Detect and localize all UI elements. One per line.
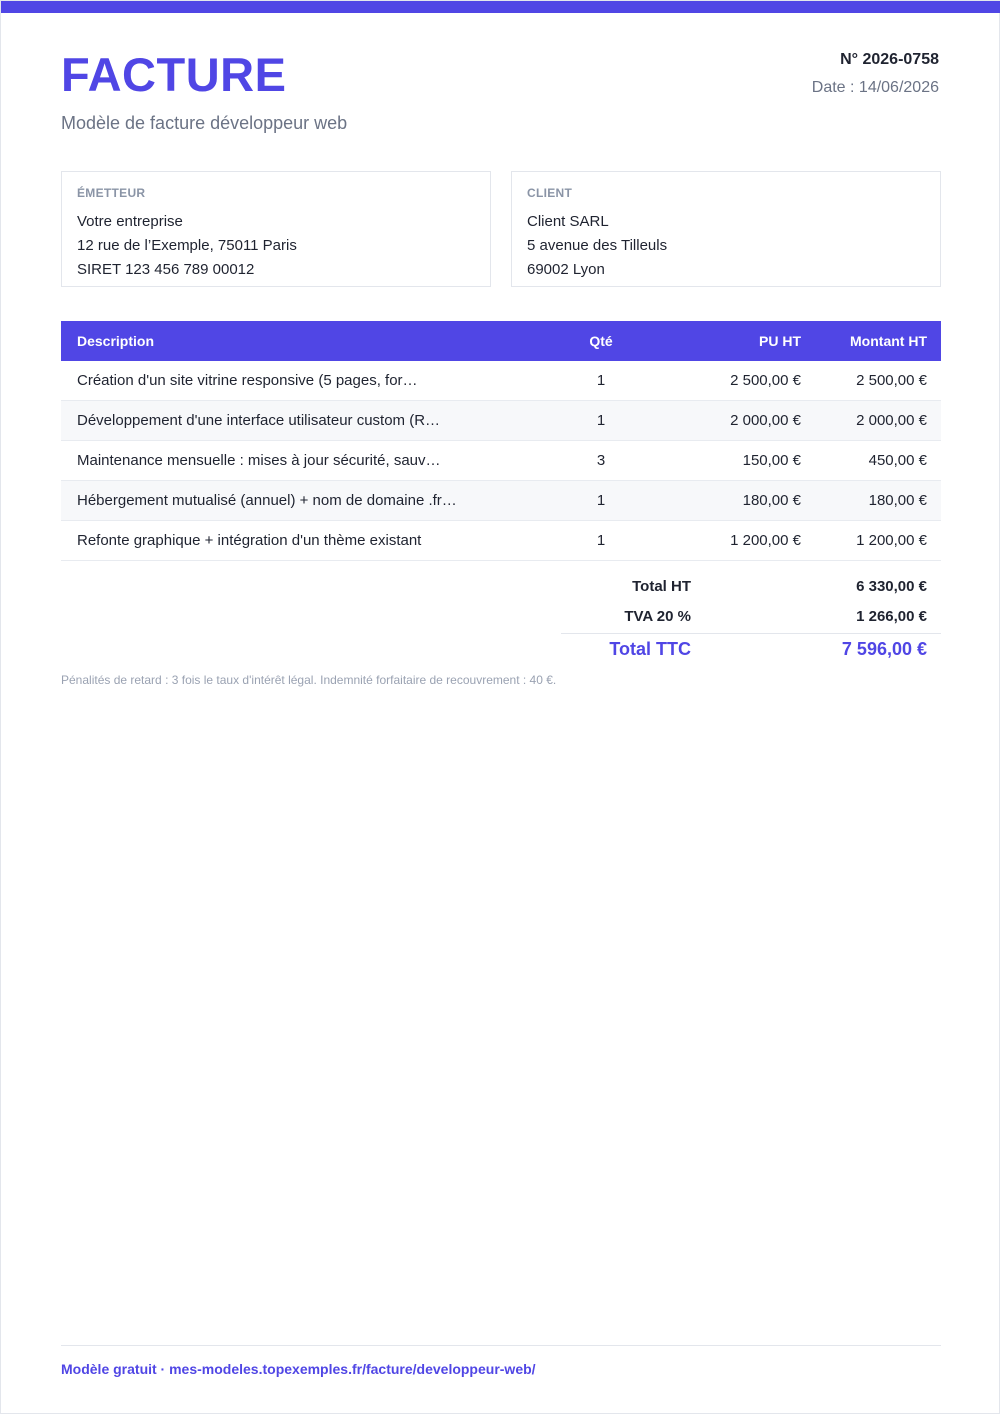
client-city: 69002 Lyon	[527, 261, 605, 278]
emitter-box	[61, 171, 491, 287]
row-qty: 1	[596, 412, 606, 429]
table-header	[61, 321, 941, 361]
client-address: 5 avenue des Tilleuls	[527, 237, 668, 254]
row-unit-price: 1 200,00 €	[730, 532, 801, 549]
row-qty: 3	[596, 452, 606, 469]
tva-label: TVA 20 %	[624, 607, 691, 625]
table-row	[61, 441, 941, 481]
row-description: Hébergement mutualisé (annuel) + nom de domaine .fr…	[77, 492, 457, 509]
total-ttc-label: Total TTC	[609, 639, 691, 659]
header-amount: Montant HT	[850, 333, 927, 349]
row-description: Maintenance mensuelle : mises à jour sécurité, sauv…	[77, 452, 441, 469]
totals-block	[561, 571, 941, 665]
table-row	[61, 521, 941, 561]
row-unit-price: 150,00 €	[742, 452, 801, 469]
emitter-name: Votre entreprise	[77, 213, 183, 230]
invoice-title: FACTURE	[61, 48, 287, 101]
client-title: CLIENT	[527, 186, 573, 200]
row-unit-price: 180,00 €	[742, 492, 801, 509]
table-row	[61, 481, 941, 521]
footer-link[interactable]: Modèle gratuit · mes-modeles.topexemples.fr/facture/developpeur-web/	[61, 1361, 536, 1377]
invoice-date: Date : 14/06/2026	[811, 79, 939, 96]
header-unit-price: PU HT	[759, 333, 801, 349]
legal-notice: Pénalités de retard : 3 fois le taux d'intérêt légal. Indemnité forfaitaire de recouvrement : 40 €.	[61, 673, 557, 687]
total-ht-label: Total HT	[632, 577, 691, 595]
invoice-number: N° 2026-0758	[840, 51, 939, 68]
emitter-siret: SIRET 123 456 789 00012	[77, 261, 255, 278]
emitter-address: 12 rue de l’Exemple, 75011 Paris	[77, 237, 297, 254]
total-ttc-value: 7 596,00 €	[841, 639, 927, 659]
total-ht-value: 6 330,00 €	[856, 577, 927, 595]
table-row	[61, 401, 941, 441]
row-qty: 1	[596, 492, 606, 509]
tva-row	[561, 601, 941, 631]
row-amount: 1 200,00 €	[856, 532, 927, 549]
header-qty: Qté	[589, 333, 613, 349]
invoice-subtitle: Modèle de facture développeur web	[61, 113, 348, 133]
total-ht-row	[561, 571, 941, 601]
row-unit-price: 2 500,00 €	[730, 372, 801, 389]
row-amount: 2 500,00 €	[856, 372, 927, 389]
table-row	[61, 361, 941, 401]
row-description: Développement d'une interface utilisateur custom (R…	[77, 412, 441, 429]
header-description: Description	[77, 333, 155, 349]
row-description: Création d'un site vitrine responsive (5 pages, for…	[77, 372, 418, 389]
row-qty: 1	[596, 532, 606, 549]
row-amount: 180,00 €	[868, 492, 927, 509]
row-amount: 450,00 €	[868, 452, 927, 469]
row-unit-price: 2 000,00 €	[730, 412, 801, 429]
row-description: Refonte graphique + intégration d'un thème existant	[77, 532, 422, 549]
row-amount: 2 000,00 €	[856, 412, 927, 429]
row-qty: 1	[596, 372, 606, 389]
accent-top-bar	[1, 1, 1000, 13]
tva-value: 1 266,00 €	[856, 607, 927, 625]
client-name: Client SARL	[527, 213, 609, 230]
total-ttc-row	[561, 633, 941, 665]
emitter-title: ÉMETTEUR	[77, 186, 146, 200]
footer-divider	[61, 1345, 941, 1346]
items-table	[61, 321, 941, 561]
client-box	[511, 171, 941, 287]
